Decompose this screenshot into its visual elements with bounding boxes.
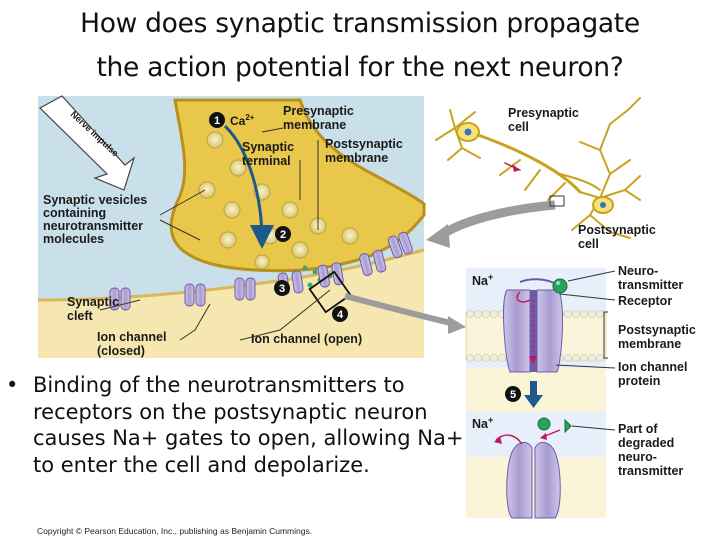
title-line-2: the action potential for the next neuron? bbox=[96, 52, 624, 83]
ion-channel-protein-label: Ion channel protein bbox=[618, 360, 688, 388]
step-5 bbox=[505, 386, 521, 402]
neurotransmitter-label: Neuro- transmitter bbox=[618, 264, 684, 292]
na-bottom-label: Na+ bbox=[472, 415, 494, 431]
synaptic-cleft-label: Synaptic cleft bbox=[67, 295, 120, 323]
postsynaptic-cell-label: Postsynaptic cell bbox=[578, 223, 656, 251]
neurotransmitter-bound bbox=[553, 279, 567, 293]
copyright-notice: Copyright © Pearson Education, Inc., publishing as Benjamin Cummings. bbox=[37, 526, 313, 536]
presynaptic-cell-label: Presynaptic cell bbox=[508, 106, 579, 134]
postsynaptic-membrane-label: Postsynaptic membrane bbox=[325, 137, 403, 165]
nerve-impulse-label: Nerve impulse bbox=[68, 109, 121, 159]
synaptic-vesicles-label: Synaptic vesicles containing neurotransmitter molecules bbox=[43, 193, 148, 246]
step-3 bbox=[274, 280, 290, 296]
synaptic-terminal-label: Synaptic terminal bbox=[242, 140, 295, 168]
presynaptic-membrane-label: Presynaptic membrane bbox=[283, 104, 354, 132]
svg-text:3: 3 bbox=[278, 283, 286, 295]
step-4 bbox=[332, 306, 348, 322]
svg-text:2: 2 bbox=[279, 229, 287, 241]
receptor-label: Receptor bbox=[618, 294, 673, 308]
bullet-marker: • bbox=[6, 373, 19, 397]
ca-label: $Ca^{2+}$ bbox=[230, 113, 255, 128]
zoom-arrow-upper bbox=[440, 205, 555, 236]
svg-text:5: 5 bbox=[509, 389, 517, 401]
ion-channel-closed-label: Ion channel (closed) bbox=[97, 330, 167, 358]
open-channel-protein bbox=[504, 279, 567, 372]
step5-arrow-shaft bbox=[530, 381, 537, 395]
title-line-1: How does synaptic transmission propagate bbox=[80, 8, 640, 39]
svg-text:1: 1 bbox=[213, 115, 221, 127]
degraded-neurotransmitter-label: Part of degraded neuro- transmitter bbox=[618, 422, 684, 478]
degraded-part-a bbox=[538, 418, 550, 430]
bullet-text: Binding of the neurotransmitters to receptors on the postsynaptic neuron causes Na+ gates to open, allowing Na+ to enter the cell and depolarize. bbox=[33, 373, 464, 477]
na-top-label: Na+ bbox=[472, 272, 494, 288]
postsynaptic-membrane-right-label: Postsynaptic membrane bbox=[618, 323, 696, 351]
zoom-arrow-upper-head bbox=[426, 224, 450, 248]
svg-text:4: 4 bbox=[336, 309, 344, 321]
step-1 bbox=[209, 112, 225, 128]
step-2 bbox=[275, 226, 291, 242]
ion-channel-open-label: Ion channel (open) bbox=[251, 332, 363, 346]
synapse-panel bbox=[38, 96, 424, 358]
zoom-arrow-lower-head bbox=[448, 316, 466, 334]
channel-detail-panel bbox=[466, 268, 606, 518]
